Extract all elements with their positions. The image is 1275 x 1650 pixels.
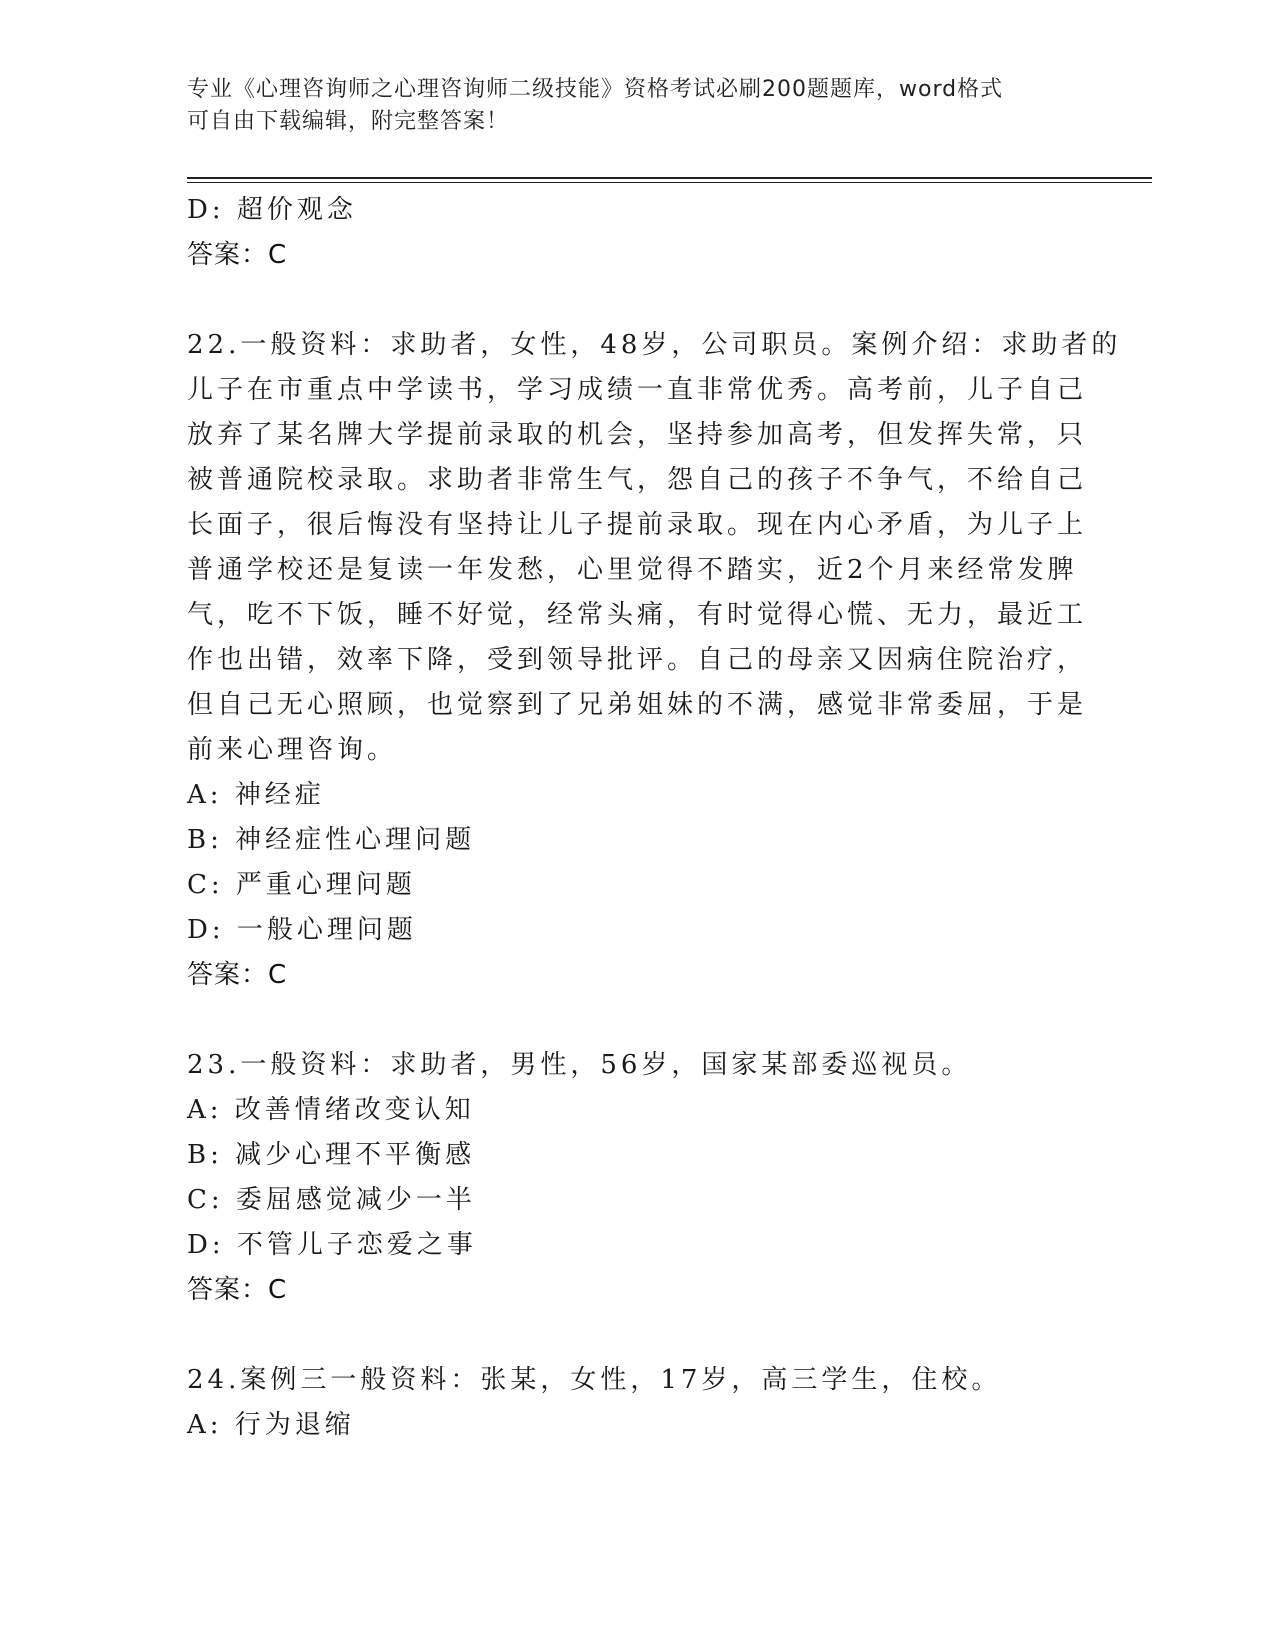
document-body [187,188,1122,1448]
prev-answer: 答案：C [187,240,288,270]
q22-stem-line: 22.一般资料：求助者，女性，48岁，公司职员。案例介绍：求助者的 [187,330,1122,360]
spacer [187,1313,1087,1358]
q23-option-d: D: 不管儿子恋爱之事 [187,1230,477,1260]
question-23 [187,1043,1087,1313]
q22-option-a: A: 神经症 [187,780,325,810]
spacer [187,998,1087,1043]
header-double-rule [187,177,1152,179]
page-header [187,74,1067,138]
question-24 [187,1358,1087,1448]
q22-stem-line: 但自己无心照顾，也觉察到了兄弟姐妹的不满，感觉非常委屈，于是 [187,690,1088,720]
q22-option-c: C: 严重心理问题 [187,870,416,900]
q22-stem-line: 作也出错，效率下降，受到领导批评。自己的母亲又因病住院治疗， [187,645,1088,675]
spacer [187,278,1087,323]
q22-stem-line: 长面子，很后悔没有坚持让儿子提前录取。现在内心矛盾，为儿子上 [187,510,1088,540]
header-line-1: 专业《心理咨询师之心理咨询师二级技能》资格考试必刷200题题库，word格式 [187,77,1004,102]
q23-option-a: A: 改善情绪改变认知 [187,1095,475,1125]
q22-stem-line: 气，吃不下饭，睡不好觉，经常头痛，有时觉得心慌、无力，最近工 [187,600,1088,630]
q22-stem-line: 前来心理咨询。 [187,735,398,765]
header-line-2: 可自由下载编辑，附完整答案！ [187,109,510,134]
q22-answer: 答案：C [187,960,288,990]
q23-stem: 23.一般资料：求助者，男性，56岁，国家某部委巡视员。 [187,1050,972,1080]
q22-option-b: B: 神经症性心理问题 [187,825,476,855]
q22-stem-line: 放弃了某名牌大学提前录取的机会，坚持参加高考，但发挥失常，只 [187,420,1088,450]
q24-option-a: A: 行为退缩 [187,1410,355,1440]
q22-stem-line: 儿子在市重点中学读书，学习成绩一直非常优秀。高考前，儿子自己 [187,375,1088,405]
prev-option-d: D: 超价观念 [187,195,357,225]
q23-option-b: B: 减少心理不平衡感 [187,1140,476,1170]
q23-option-c: C: 委屈感觉减少一半 [187,1185,476,1215]
q22-option-d: D: 一般心理问题 [187,915,417,945]
q22-stem-line: 被普通院校录取。求助者非常生气，怨自己的孩子不争气，不给自己 [187,465,1088,495]
q23-answer: 答案：C [187,1275,288,1305]
q22-stem-line: 普通学校还是复读一年发愁，心里觉得不踏实，近2个月来经常发脾 [187,555,1078,585]
question-22 [187,323,1122,998]
q24-stem: 24.案例三一般资料：张某，女性，17岁，高三学生，住校。 [187,1365,1002,1395]
